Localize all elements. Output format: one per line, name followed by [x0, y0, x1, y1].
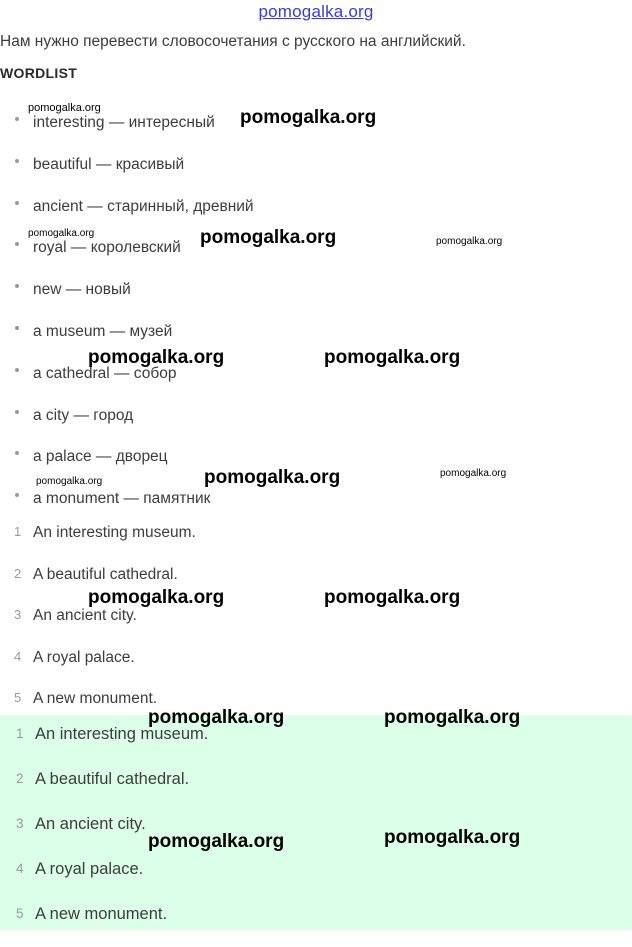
task-list: [0, 520, 632, 728]
watermark: pomogalka.org: [148, 831, 285, 852]
answer-item: [0, 767, 632, 812]
task-item-text: A new monument.: [33, 690, 158, 707]
answer-item-text: An interesting museum.: [35, 725, 209, 743]
item-number: 5: [16, 906, 24, 921]
wordlist-item: [0, 271, 632, 313]
item-number: 4: [14, 648, 22, 664]
watermark: pomogalka.org: [148, 707, 285, 728]
wordlist-item: [0, 188, 632, 230]
bullet-icon: [15, 242, 19, 246]
item-number: 5: [14, 690, 22, 705]
wordlist-title: WORDLIST: [0, 65, 78, 81]
answer-item: [0, 812, 632, 857]
task-item: [0, 645, 632, 687]
item-number: 1: [16, 726, 24, 741]
answer-item: [0, 722, 632, 767]
answer-item-text: A royal palace.: [35, 860, 144, 878]
watermark: pomogalka.org: [440, 468, 507, 479]
wordlist-item-text: ancient — старинный, древний: [33, 197, 254, 215]
bullet-icon: [15, 117, 19, 121]
bullet-icon: [15, 284, 19, 288]
bullet-icon: [15, 368, 19, 372]
watermark: pomogalka.org: [36, 476, 103, 487]
wordlist-item: [0, 146, 632, 188]
task-item-text: An ancient city.: [33, 607, 137, 624]
task-item: [0, 603, 632, 645]
site-link[interactable]: pomogalka.org: [258, 2, 374, 21]
task-item-text: A beautiful cathedral.: [33, 565, 178, 583]
answer-item-text: A beautiful cathedral.: [35, 770, 190, 788]
bullet-icon: [15, 201, 19, 205]
watermark: pomogalka.org: [324, 347, 461, 368]
wordlist-item-text: royal — королевский: [33, 239, 181, 257]
watermark: pomogalka.org: [384, 827, 521, 848]
answer-item: [0, 902, 632, 947]
answer-list: [0, 722, 632, 947]
wordlist-item-text: new — новый: [33, 281, 131, 299]
watermark: pomogalka.org: [204, 467, 341, 488]
answer-item-text: A new monument.: [35, 905, 168, 923]
item-number: 3: [14, 607, 22, 622]
answer-item-text: An ancient city.: [35, 815, 146, 833]
bullet-icon: [15, 493, 19, 497]
wordlist-item: [0, 397, 632, 439]
wordlist: [0, 104, 632, 522]
watermark: pomogalka.org: [200, 227, 337, 248]
watermark: pomogalka.org: [28, 102, 101, 114]
wordlist-item-text: beautiful — красивый: [33, 155, 185, 173]
wordlist-item-text: interesting — интересный: [33, 114, 215, 131]
bullet-icon: [15, 451, 19, 455]
watermark: pomogalka.org: [384, 707, 521, 728]
task-item-text: An interesting museum.: [33, 524, 196, 541]
watermark: pomogalka.org: [240, 107, 377, 128]
bullet-icon: [15, 410, 19, 414]
watermark: pomogalka.org: [436, 236, 503, 247]
wordlist-item-text: a city — город: [33, 406, 134, 424]
task-item: [0, 520, 632, 562]
watermark: pomogalka.org: [28, 228, 95, 239]
wordlist-item-text: a cathedral — собор: [33, 364, 177, 382]
watermark: pomogalka.org: [88, 347, 225, 368]
item-number: 4: [16, 861, 24, 876]
wordlist-item-text: a palace — дворец: [33, 448, 168, 466]
bullet-icon: [15, 326, 19, 330]
bullet-icon: [15, 159, 19, 163]
watermark: pomogalka.org: [88, 587, 225, 608]
task-item-text: A royal palace.: [33, 648, 135, 666]
item-number: 2: [16, 771, 24, 786]
wordlist-item-text: a monument — памятник: [33, 490, 211, 508]
answer-box: [0, 715, 632, 930]
item-number: 2: [14, 565, 22, 581]
item-number: 1: [14, 524, 22, 539]
watermark: pomogalka.org: [324, 587, 461, 608]
task-instruction: Нам нужно перевести словосочетания с русского на английский.: [0, 33, 466, 50]
wordlist-item-text: a museum — музей: [33, 322, 173, 340]
item-number: 3: [16, 816, 24, 831]
answer-item: [0, 857, 632, 902]
